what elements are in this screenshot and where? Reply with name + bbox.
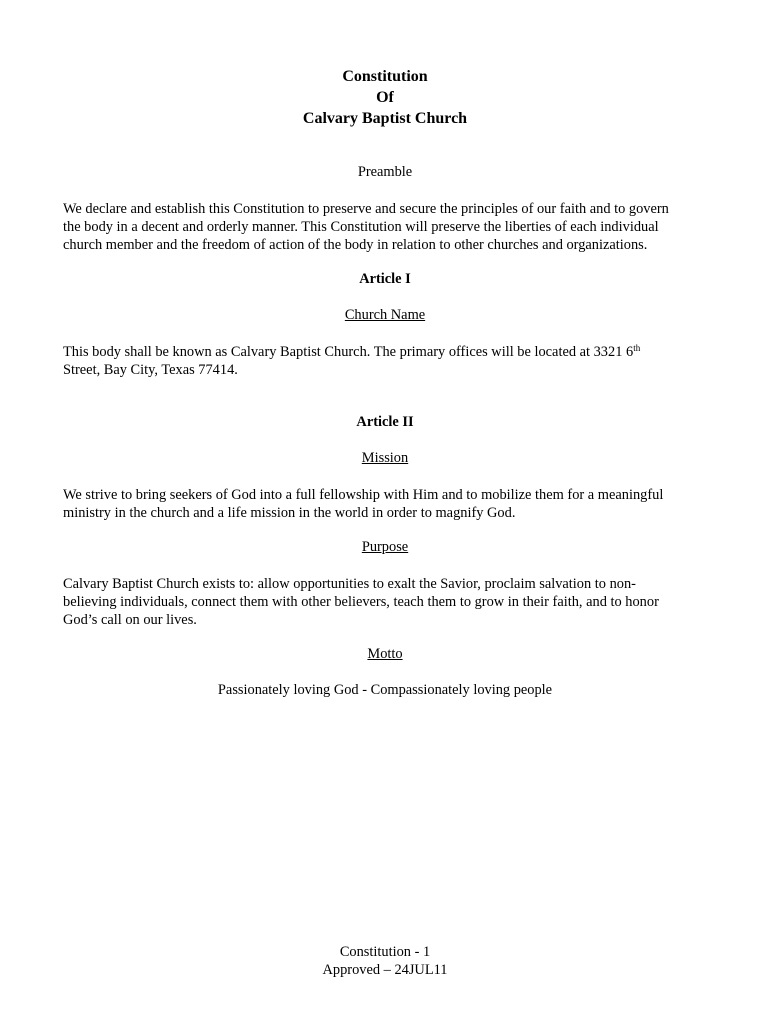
preamble-line: church member and the freedom of action of the body in relation to other churches and organizations. [63,237,648,253]
preamble-line: the body in a decent and orderly manner. This Constitution will preserve the liberties of each individual [63,219,659,235]
church-name-line-1 [63,343,713,361]
motto-heading: Motto [367,646,403,662]
title-line-1: Constitution [342,68,428,85]
page-footer [0,943,770,979]
purpose-line: believing individuals, connect them with other believers, teach them to grow in their faith, and to honor [63,594,659,610]
title-line-3: Calvary Baptist Church [302,110,468,127]
article-2-heading: Article II [356,414,414,430]
mission-paragraph [63,486,713,522]
ordinal-suffix: th [633,343,641,353]
church-name-paragraph [63,343,713,379]
document-title [0,66,770,129]
church-name-heading: Church Name [344,307,426,323]
motto-text: Passionately loving God - Compassionately loving people [217,682,553,698]
page-number: Constitution - 1 [339,944,431,960]
preamble-heading: Preamble [357,164,413,180]
mission-heading: Mission [361,450,409,466]
mission-line: We strive to bring seekers of God into a full fellowship with Him and to mobilize them for a meaningful [63,487,664,503]
purpose-heading: Purpose [361,539,409,555]
church-name-line-1-text: This body shall be known as Calvary Baptist Church. The primary offices will be located at 3321 6 [63,344,634,360]
title-line-2: Of [376,89,394,106]
mission-line: ministry in the church and a life mission in the world in order to magnify God. [63,505,516,521]
preamble-paragraph [63,200,713,254]
purpose-paragraph [63,575,713,629]
approval-date: Approved – 24JUL11 [322,962,448,978]
preamble-line: We declare and establish this Constitution to preserve and secure the principles of our faith and to govern [63,201,669,217]
article-1-heading: Article I [359,271,411,287]
purpose-line: God’s call on our lives. [63,612,197,628]
church-name-line-2: Street, Bay City, Texas 77414. [63,362,238,378]
purpose-line: Calvary Baptist Church exists to: allow opportunities to exalt the Savior, proclaim salvation to non- [63,576,636,592]
